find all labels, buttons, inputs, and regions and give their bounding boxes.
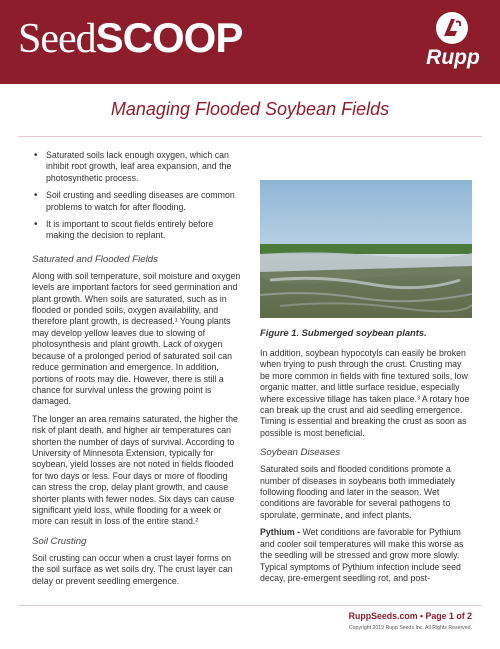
brand-scoop: SCOOP <box>95 14 243 61</box>
heading-soil-crusting: Soil Crusting <box>32 535 87 547</box>
key-points-list <box>32 150 242 242</box>
flooded-field-photo <box>260 180 472 318</box>
page-number: Page 1 of 2 <box>425 611 472 621</box>
brand-seed: Seed <box>18 16 96 62</box>
heading-soybean-diseases: Soybean Diseases <box>260 447 340 459</box>
footer-separator: • <box>420 611 424 621</box>
rupp-logo <box>422 10 484 76</box>
pythium-text: Wet conditions are favorable for Pythium and cooler soil temperatures will make this worse as the seedling will be stressed and grow more slowly. Typical symptoms of Pythium infection include seed decay, pre-emergent seedling rot, and post- <box>260 527 464 583</box>
key-point: • It is important to scout fields entirely before making the decision to replant. <box>32 219 242 242</box>
footer-url-link[interactable]: RuppSeeds.com <box>348 611 418 621</box>
header-band <box>0 0 500 84</box>
pythium-label: Pythium - <box>260 527 301 538</box>
left-column <box>32 150 242 593</box>
paragraph: Saturated soils and flooded conditions promote a number of diseases in soybeans both immediately following flooding and later in the season. Wet conditions are favorable for several pathogens to sporulate, germinate, and infect plants. <box>260 464 456 520</box>
footer-divider <box>18 605 482 606</box>
title-divider <box>18 136 482 137</box>
footer-line <box>349 611 472 621</box>
copyright-notice: Copyright 2019 Rupp Seeds Inc. All Rights Reserved. <box>348 625 472 631</box>
key-point: • Soil crusting and seedling diseases are common problems to watch for after flooding. <box>32 190 242 213</box>
page-title: Managing Flooded Soybean Fields <box>110 99 390 119</box>
heading-saturated-fields: Saturated and Flooded Fields <box>32 253 158 265</box>
key-point: • Saturated soils lack enough oxygen, which can inhibit root growth, leaf area expansion, and the photosynthetic process. <box>32 150 242 184</box>
rupp-logo-icon <box>434 10 470 46</box>
paragraph: The longer an area remains saturated, the higher the risk of plant death, and higher air temperatures can shorten the number of days of survival. According to University of Minnesota Extension, typically for soybean, yield losses are not noted in fields flooded for two days or less. Four days or more of flooding can stress the crop, delay plant growth, and cause shorter plants with fewer nodes. Six days can cause significant yield loss, while flooding for a week or more can result in loss of the entire stand.² <box>32 413 238 527</box>
paragraph: Soil crusting can occur when a crust layer forms on the soil surface as wet soils dry. The crust layer can delay or prevent seedling emergence. <box>32 552 233 586</box>
rupp-logo-word: Rupp <box>426 46 480 69</box>
figure-caption: Figure 1. Submerged soybean plants. <box>260 327 427 338</box>
paragraph: Along with soil temperature, soil moisture and oxygen levels are important factors for seed germination and plant growth. When soils are saturated, such as in flooded or ponded soils, oxygen availability, and therefore plant growth, is decreased.¹ Young plants may develop yellow leaves due to slowing of photosynthesis and plant growth. Lack of oxygen because of a prolonged period of saturated soil can reduce germination and emergence. In addition, portions of roots may die. However, there is still a chance for survival unless the growing point is damaged. <box>32 270 241 407</box>
paragraph: In addition, soybean hypocotyls can easily be broken when trying to push through the crust. Crusting may be more common in fields with fine textured soils, low organic matter, and little surface residue, especially where excessive tillage has taken place.³ A rotary hoe can break up the crust and aid seedling emergence. Timing is essential and breaking the crust as soon as possible is most beneficial. <box>260 348 470 438</box>
paragraph-pythium <box>260 527 472 584</box>
brand-title <box>18 14 242 63</box>
right-column <box>260 180 472 590</box>
